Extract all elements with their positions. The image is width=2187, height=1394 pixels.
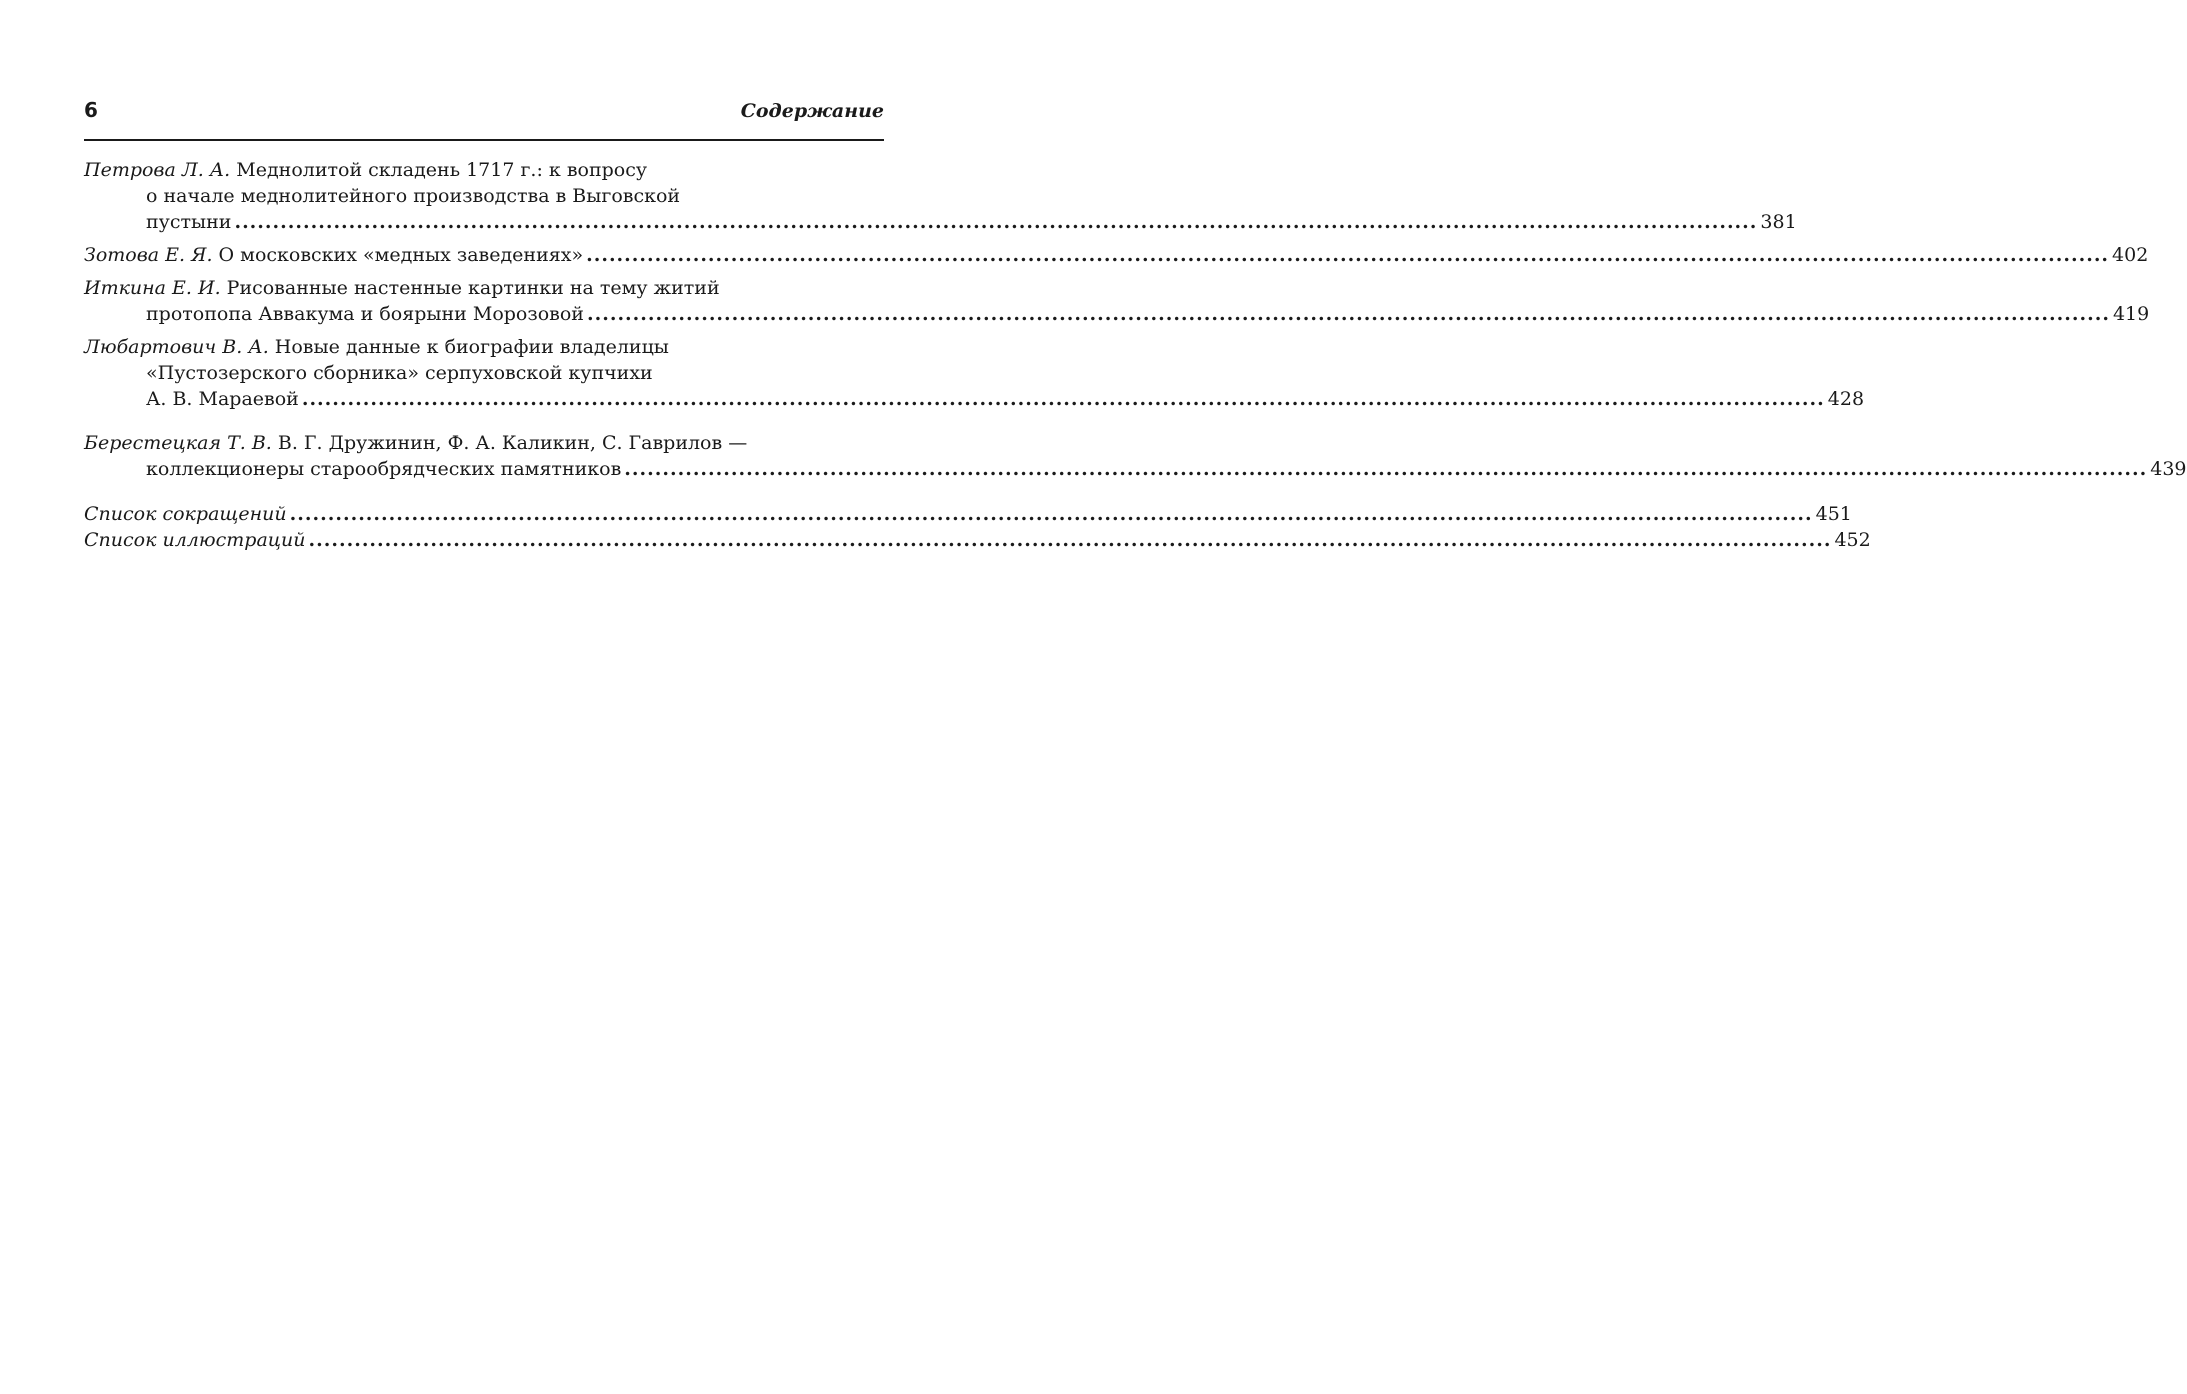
toc-entry-lyubartovich[interactable] [84,334,1865,412]
dot-leader: ........................................................................................................................................................................................................ [308,529,1832,551]
toc-entry-first-line [84,275,884,301]
toc-title-part: В. Г. Дружинин, Ф. А. Каликин, С. Гаврилов — [277,432,748,454]
toc-title-part: протопопа Аввакума и боярыни Морозовой [146,303,584,325]
toc-title-part: Рисованные настенные картинки на тему житий [226,277,720,299]
toc-title-part: о начале меднолитейного производства в Выговской [146,185,681,207]
toc-leader-line [84,242,2149,268]
toc-leader-line [84,209,1797,235]
toc-section-title: Список иллюстраций [84,529,306,551]
toc-title-part: Меднолитой складень 1717 г.: к вопросу [236,159,648,181]
dot-leader: ........................................................................................................................................................................................................ [586,303,2110,325]
toc-entry-zotova[interactable] [84,242,2149,268]
page-header [84,96,884,128]
toc-leader-line [84,456,2187,482]
toc-section-title: Список сокращений [84,503,287,525]
dot-leader: ........................................................................................................................................................................................................ [301,388,1825,410]
toc-title-part: коллекционеры старообрядческих памятников [146,458,622,480]
toc-entry-petrova[interactable] [84,157,1797,235]
table-of-contents [84,157,2187,553]
toc-author: Петрова Л. А. [84,159,231,181]
toc-entry-first-line [84,430,884,456]
toc-page-number: 402 [2112,244,2149,266]
toc-entry-illustrations[interactable] [84,527,1871,553]
toc-title-part: пустыни [146,211,232,233]
toc-title-part: А. В. Мараевой [146,388,299,410]
toc-title-part: Новые данные к биографии владелицы [274,336,669,358]
toc-author: Любартович В. А. [84,336,269,358]
dot-leader: ........................................................................................................................................................................................................ [586,244,2110,266]
dot-leader: ........................................................................................................................................................................................................ [624,458,2148,480]
toc-title-part: О московских «медных заведениях» [218,244,584,266]
toc-page-number: 381 [1760,211,1797,233]
toc-page-number: 451 [1815,503,1852,525]
header-rule [84,139,884,141]
toc-entry-first-line [84,334,884,360]
toc-author: Берестецкая Т. В. [84,432,272,454]
toc-entry-abbreviations[interactable] [84,501,1852,527]
dot-leader: ........................................................................................................................................................................................................ [234,211,1758,233]
toc-leader-line [84,386,1865,412]
dot-leader: ........................................................................................................................................................................................................ [289,503,1813,525]
toc-author: Иткина Е. И. [84,277,221,299]
toc-entry-first-line [84,157,884,183]
toc-page-number: 452 [1834,529,1871,551]
toc-leader-line [84,501,1852,527]
toc-title-part: «Пустозерского сборника» серпуховской купчихи [146,362,653,384]
toc-entry-itkina[interactable] [84,275,2150,327]
page-number: 6 [84,98,98,122]
toc-page-number: 428 [1827,388,1865,410]
toc-page-number: 419 [2112,303,2150,325]
toc-author: Зотова Е. Я. [84,244,213,266]
running-title: Содержание [740,100,884,122]
toc-leader-line [84,527,1871,553]
toc-leader-line [84,301,2150,327]
toc-page-number: 439 [2150,458,2187,480]
toc-entry-berestetskaya[interactable] [84,430,2187,482]
